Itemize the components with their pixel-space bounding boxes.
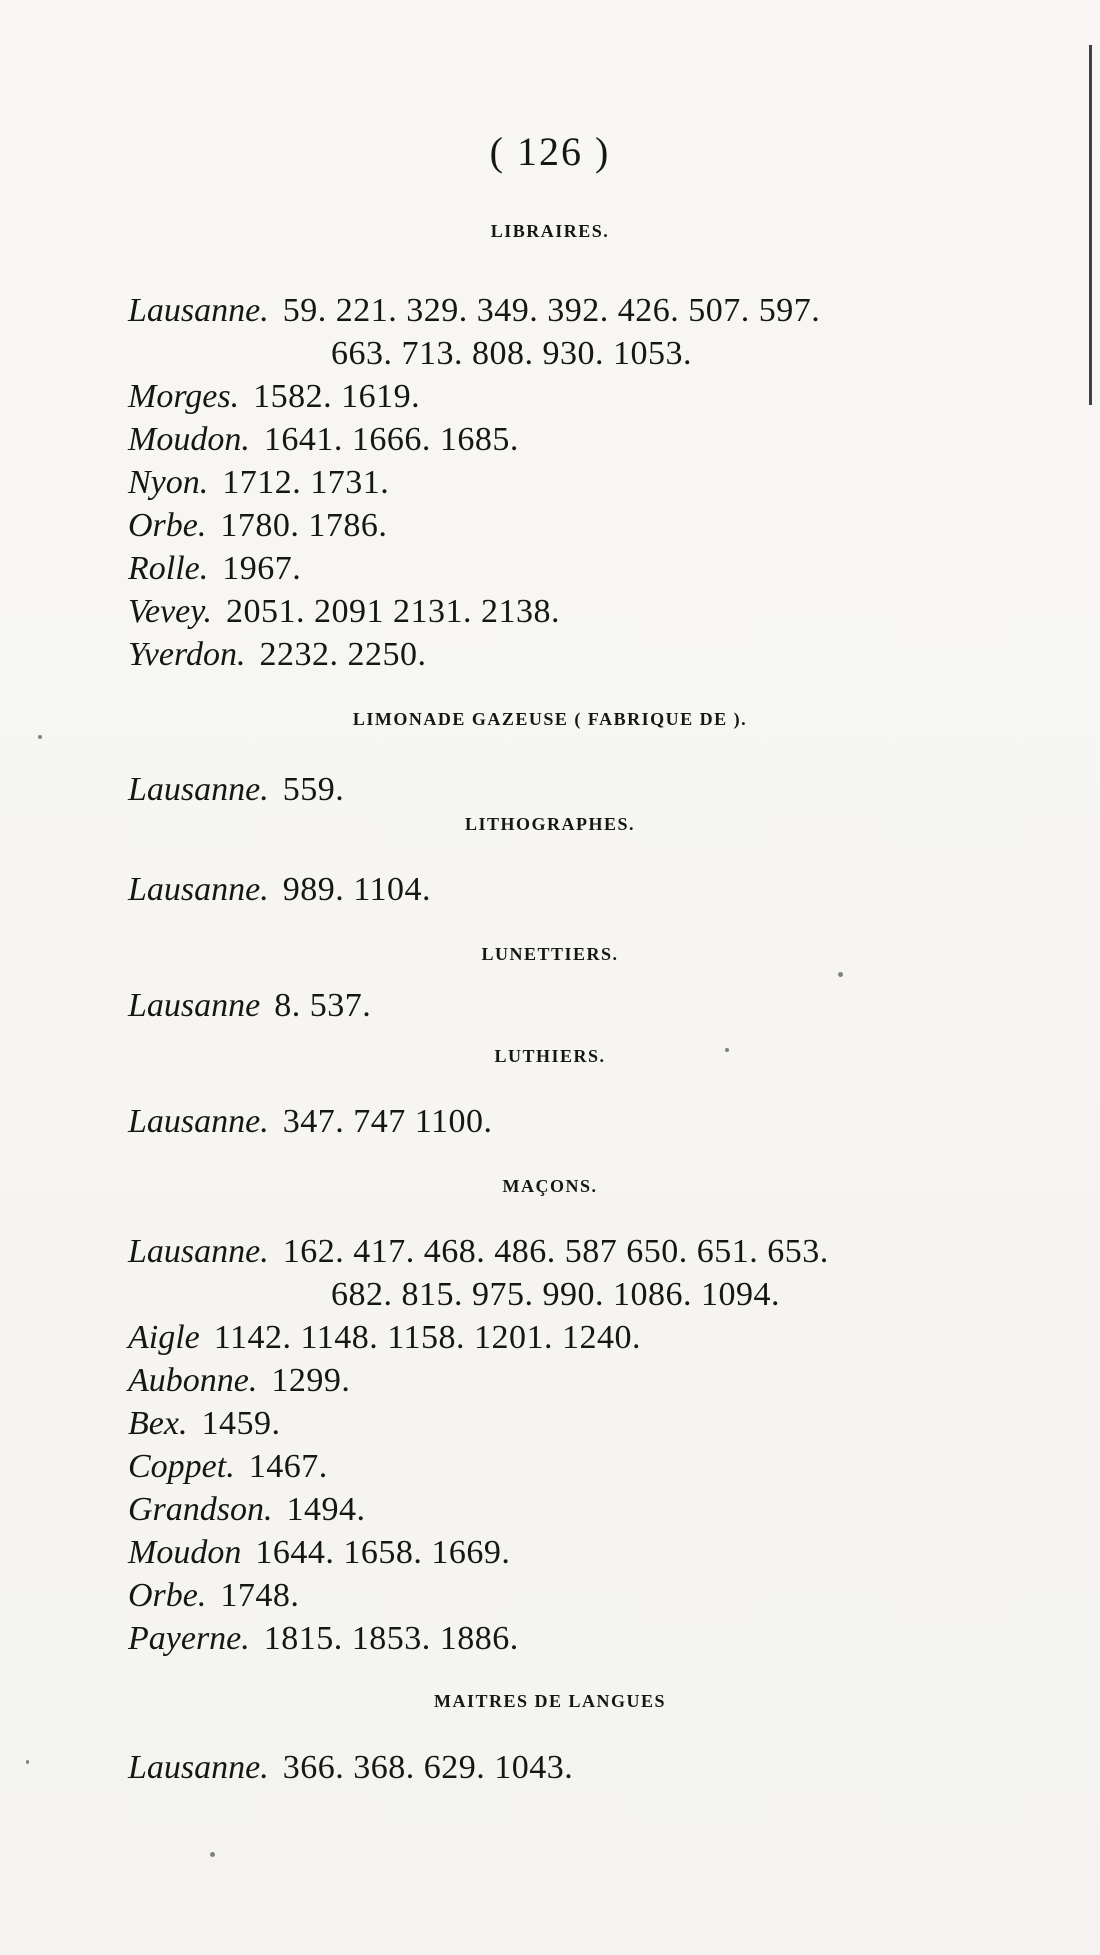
- reference-numbers: 1712. 1731.: [222, 464, 390, 501]
- place-name: Rolle.: [128, 550, 209, 587]
- place-name: Lausanne.: [128, 1749, 269, 1786]
- reference-numbers: 162. 417. 468. 486. 587 650. 651. 653.: [282, 1233, 829, 1270]
- entry-lunettiers-lausanne: [128, 984, 1048, 1027]
- place-name: Lausanne.: [128, 1233, 269, 1270]
- entry-macons-orbe: [128, 1574, 1048, 1617]
- reference-numbers: 1780. 1786.: [220, 507, 388, 544]
- reference-numbers: 559.: [282, 771, 345, 808]
- entry-libraires-yverdon: [128, 633, 1048, 676]
- reference-numbers: 1815. 1853. 1886.: [263, 1620, 519, 1657]
- reference-numbers: 1582. 1619.: [253, 378, 421, 415]
- ink-speck: [38, 735, 42, 739]
- section-heading-libraires: LIBRAIRES.: [490, 221, 610, 241]
- entry-libraires-moudon: [128, 418, 1048, 461]
- place-name: Moudon.: [128, 421, 250, 458]
- reference-numbers: 1748.: [220, 1577, 300, 1614]
- reference-numbers: 366. 368. 629. 1043.: [282, 1749, 574, 1786]
- place-name: Lausanne.: [128, 771, 269, 808]
- place-name: Yverdon.: [128, 636, 246, 673]
- entry-macons-coppet: [128, 1445, 1048, 1488]
- entry-macons-lausanne: [128, 1230, 1048, 1316]
- place-name: Lausanne.: [128, 292, 269, 329]
- ink-speck: [838, 972, 843, 977]
- reference-numbers: 59. 221. 329. 349. 392. 426. 507. 597.: [282, 292, 821, 329]
- entry-libraires-morges: [128, 375, 1048, 418]
- entry-limonade-lausanne: [128, 768, 1048, 811]
- entry-macons-aubonne: [128, 1359, 1048, 1402]
- reference-numbers: 1494.: [286, 1491, 366, 1528]
- place-name: Orbe.: [128, 1577, 207, 1614]
- place-name: Nyon.: [128, 464, 209, 501]
- reference-numbers: 1644. 1658. 1669.: [255, 1534, 511, 1571]
- ink-speck: [26, 1760, 29, 1764]
- place-name: Lausanne: [128, 987, 261, 1024]
- section-heading-limonade: LIMONADE GAZEUSE ( FABRIQUE DE ).: [352, 709, 748, 729]
- place-name: Morges.: [128, 378, 240, 415]
- reference-numbers: 1967.: [222, 550, 302, 587]
- entry-macons-grandson: [128, 1488, 1048, 1531]
- section-heading-lithographes: LITHOGRAPHES.: [464, 814, 636, 834]
- section-heading-maitres-de-langues: MAITRES DE LANGUES: [433, 1691, 667, 1711]
- entry-macons-aigle: [128, 1316, 1048, 1359]
- section-heading-luthiers: LUTHIERS.: [494, 1046, 606, 1066]
- entry-libraires-orbe: [128, 504, 1048, 547]
- place-name: Lausanne.: [128, 871, 269, 908]
- place-name: Aubonne.: [128, 1362, 258, 1399]
- reference-numbers: 2232. 2250.: [259, 636, 427, 673]
- entry-macons-payerne: [128, 1617, 1048, 1660]
- place-name: Grandson.: [128, 1491, 273, 1528]
- entry-lithographes-lausanne: [128, 868, 1048, 911]
- entry-libraires-vevey: [128, 590, 1048, 633]
- reference-numbers-continued: 663. 713. 808. 930. 1053.: [331, 335, 692, 372]
- section-heading-lunettiers: LUNETTIERS.: [481, 944, 619, 964]
- reference-numbers: 8. 537.: [274, 987, 372, 1024]
- entry-macons-bex: [128, 1402, 1048, 1445]
- entry-libraires-nyon: [128, 461, 1048, 504]
- reference-numbers: 1299.: [271, 1362, 351, 1399]
- page-number: ( 126 ): [489, 129, 611, 174]
- reference-numbers: 1459.: [201, 1405, 281, 1442]
- reference-numbers: 2051. 2091 2131. 2138.: [226, 593, 560, 630]
- place-name: Orbe.: [128, 507, 207, 544]
- entry-luthiers-lausanne: [128, 1100, 1048, 1143]
- place-name: Aigle: [128, 1319, 200, 1356]
- place-name: Lausanne.: [128, 1103, 269, 1140]
- reference-numbers: 1641. 1666. 1685.: [263, 421, 519, 458]
- place-name: Bex.: [128, 1405, 188, 1442]
- section-heading-macons: MAÇONS.: [502, 1176, 598, 1196]
- place-name: Coppet.: [128, 1448, 235, 1485]
- entry-maitres-lausanne: [128, 1746, 1048, 1789]
- entry-macons-moudon: [128, 1531, 1048, 1574]
- place-name: Payerne.: [128, 1620, 250, 1657]
- reference-numbers-continued: 682. 815. 975. 990. 1086. 1094.: [331, 1276, 780, 1313]
- place-name: Moudon: [128, 1534, 242, 1571]
- reference-numbers: 347. 747 1100.: [282, 1103, 493, 1140]
- reference-numbers: 1142. 1148. 1158. 1201. 1240.: [213, 1319, 641, 1356]
- reference-numbers: 989. 1104.: [282, 871, 431, 908]
- reference-numbers: 1467.: [248, 1448, 328, 1485]
- entry-libraires-lausanne: [128, 289, 1048, 375]
- entry-libraires-rolle: [128, 547, 1048, 590]
- place-name: Vevey.: [128, 593, 212, 630]
- ink-speck: [210, 1852, 215, 1857]
